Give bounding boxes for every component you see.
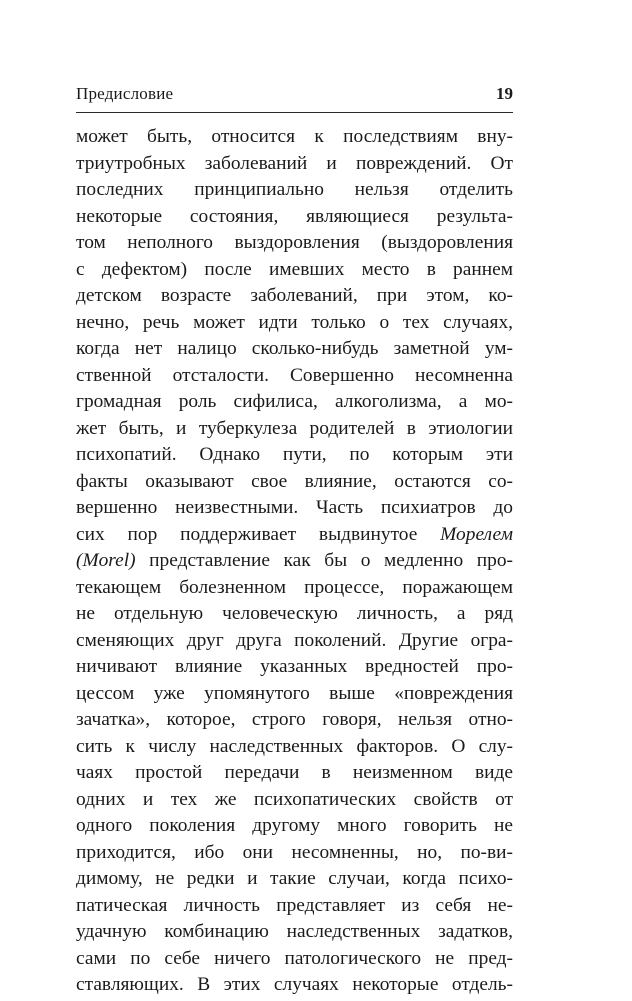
text-line: сить к числу наследственных факторов. О слу-: [76, 735, 513, 757]
text-segment: сих пор поддерживает выдвинутое: [76, 523, 441, 545]
text-line: последних принципиально нельзя отделить: [76, 179, 513, 200]
text-line: некоторые состояния, являющиеся результа-: [76, 205, 513, 227]
text-line: вершенно неизвестными. Часть психиатров до: [76, 497, 513, 518]
text-line: патическая личность представляет из себя не-: [76, 894, 513, 916]
text-line: нечно, речь может идти только о тех случаях,: [76, 311, 513, 333]
text-line: ставляющих. В этих случаях некоторые отдель-: [76, 974, 513, 995]
text-line: триутробных заболеваний и повреждений. От: [76, 152, 513, 174]
text-line: одного поколения другому много говорить не: [76, 815, 513, 836]
text-line: громадная роль сифилиса, алкоголизма, а мо-: [76, 391, 513, 412]
text-line: чаях простой передачи в неизменном виде: [76, 762, 513, 783]
text-line: детском возрасте заболеваний, при этом, ко-: [76, 285, 513, 306]
text-line: том неполного выздоровления (выздоровления: [76, 232, 513, 253]
text-line: ничивают влияние указанных вредностей про-: [76, 656, 513, 677]
text-line: [76, 548, 513, 575]
text-line: сами по себе ничего патологического не пред-: [76, 947, 513, 969]
italic-name: Морелем: [440, 523, 513, 545]
page-number: 19: [496, 84, 513, 103]
running-head: [76, 84, 513, 112]
text-line: ственной отсталости. Совершенно несомненна: [76, 364, 513, 386]
text-line: [76, 522, 513, 549]
text-line: может быть, относится к последствиям вну-: [76, 126, 513, 147]
text-line: не отдельную человеческую личность, а ряд: [76, 603, 513, 624]
text-line: одних и тех же психопатических свойств от: [76, 788, 513, 810]
text-line: зачатка», которое, строго говоря, нельзя отно-: [76, 709, 513, 730]
text-line: текающем болезненном процессе, поражающем: [76, 576, 513, 598]
text-line: психопатий. Однако пути, по которым эти: [76, 444, 513, 465]
text-line: когда нет налицо сколько-нибудь заметной ум-: [76, 338, 513, 359]
text-line: димому, не редки и такие случаи, когда психо-: [76, 868, 513, 889]
text-line: жет быть, и туберкулеза родителей в этиологии: [76, 417, 513, 439]
text-line: с дефектом) после имевших место в раннем: [76, 258, 513, 280]
text-line: удачную комбинацию наследственных задатков,: [76, 921, 513, 942]
text-line: факты оказывают свое влияние, остаются со-: [76, 470, 513, 492]
body-text: [76, 124, 513, 999]
text-line: приходится, ибо они несомненны, но, по-ви-: [76, 841, 513, 863]
header-rule: [76, 112, 513, 113]
section-title: Предисловие: [76, 84, 174, 103]
text-line: сменяющих друг друга поколений. Другие огра-: [76, 629, 513, 651]
italic-name: (Morel): [76, 550, 136, 571]
text-segment: представление как бы о медленно про-: [135, 550, 513, 571]
text-line: цессом уже упомянутого выше «повреждения: [76, 682, 513, 704]
